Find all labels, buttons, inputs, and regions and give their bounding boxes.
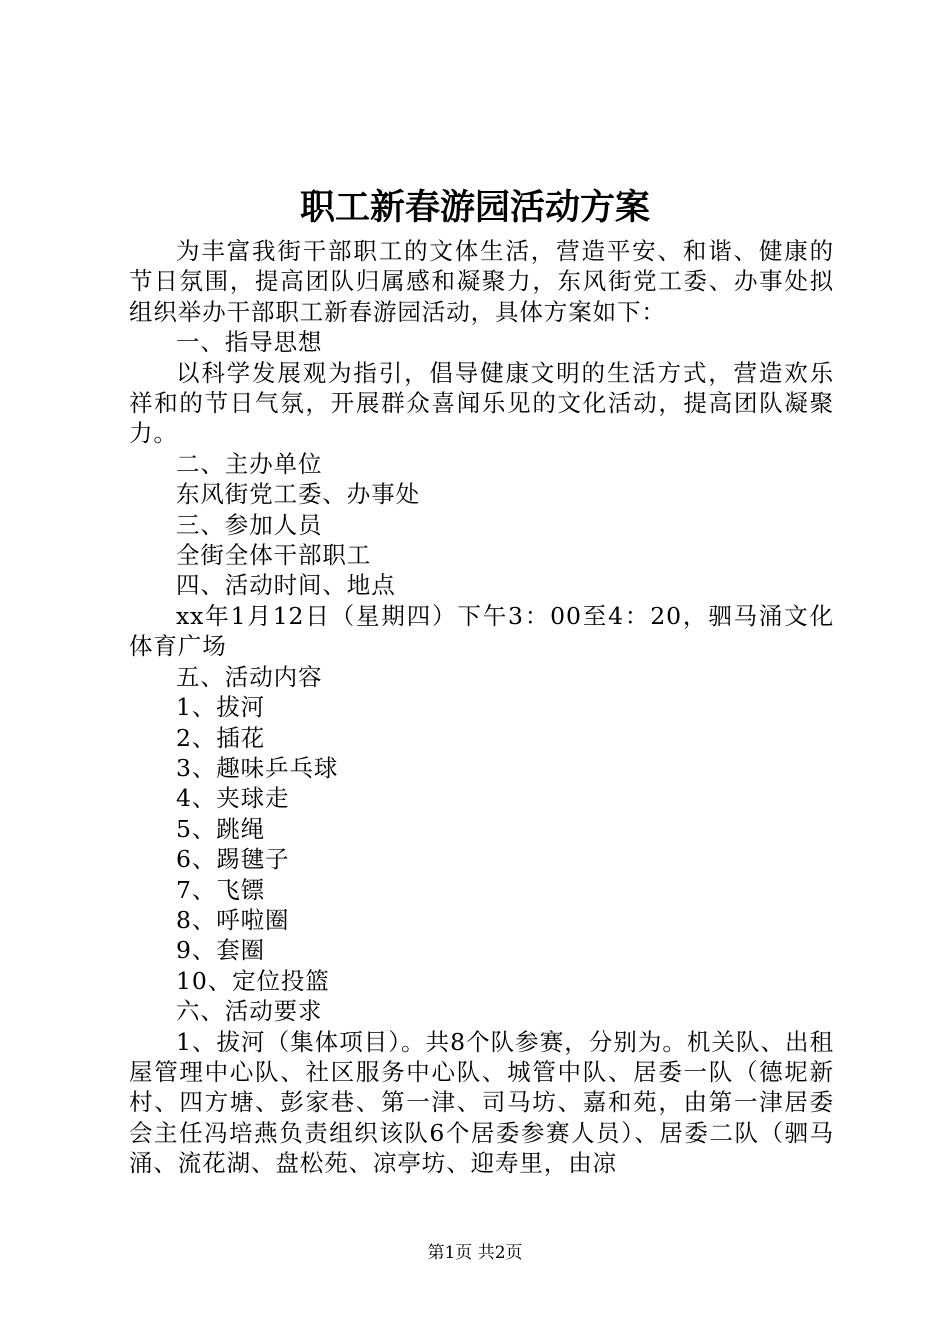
list-item: 10、定位投篮 [176,966,330,995]
paragraph-intro: 为丰富我街干部职工的文体生活，营造平安、和谐、健康的节日氛围，提高团队归属感和凝聚力，东风街党工委、办事处拟组织举办干部职工新春游园活动，具体方案如下： [129,237,834,326]
section-heading: 一、指导思想 [176,328,323,357]
section-heading: 二、主办单位 [176,449,323,478]
document-body [129,236,834,1179]
section-heading: 三、参加人员 [176,510,323,539]
list-item: 1、拔河 [176,693,266,722]
section-heading: 五、活动内容 [176,662,323,691]
section-heading: 六、活动要求 [176,997,323,1026]
list-item: 3、趣味乒乓球 [176,753,339,782]
paragraph: 1、拔河（集体项目）。共8个队参赛，分别为。机关队、出租屋管理中心队、社区服务中心队、城管中队、居委一队（德坭新村、四方塘、彭家巷、第一津、司马坊、嘉和苑，由第一津居委会主任冯培燕负责组织该队6个居委参赛人员）、居委二队（驷马涌、流花湖、盘松苑、凉亭坊、迎寿里，由凉 [129,1027,834,1178]
section-heading: 四、活动时间、地点 [176,571,396,600]
list-item: 8、呼啦圈 [176,905,290,934]
list-item: 4、夹球走 [176,784,290,813]
list-item: 7、飞镖 [176,875,266,904]
list-item: 2、插花 [176,723,266,752]
paragraph: 以科学发展观为指引，倡导健康文明的生活方式，营造欢乐祥和的节日气氛，开展群众喜闻乐见的文化活动，提高团队凝聚力。 [129,358,834,448]
page-footer: 第1页 共2页 [427,1243,523,1263]
document-title: 职工新春游园活动方案 [299,187,650,228]
list-item: 9、套圈 [176,936,266,965]
paragraph: 东风街党工委、办事处 [176,480,420,509]
list-item: 6、踢毽子 [176,845,290,874]
paragraph: xx年1月12日（星期四）下午3：00至4：20，驷马涌文化体育广场 [129,601,834,661]
list-item: 5、跳绳 [176,814,266,843]
paragraph: 全街全体干部职工 [176,541,372,570]
